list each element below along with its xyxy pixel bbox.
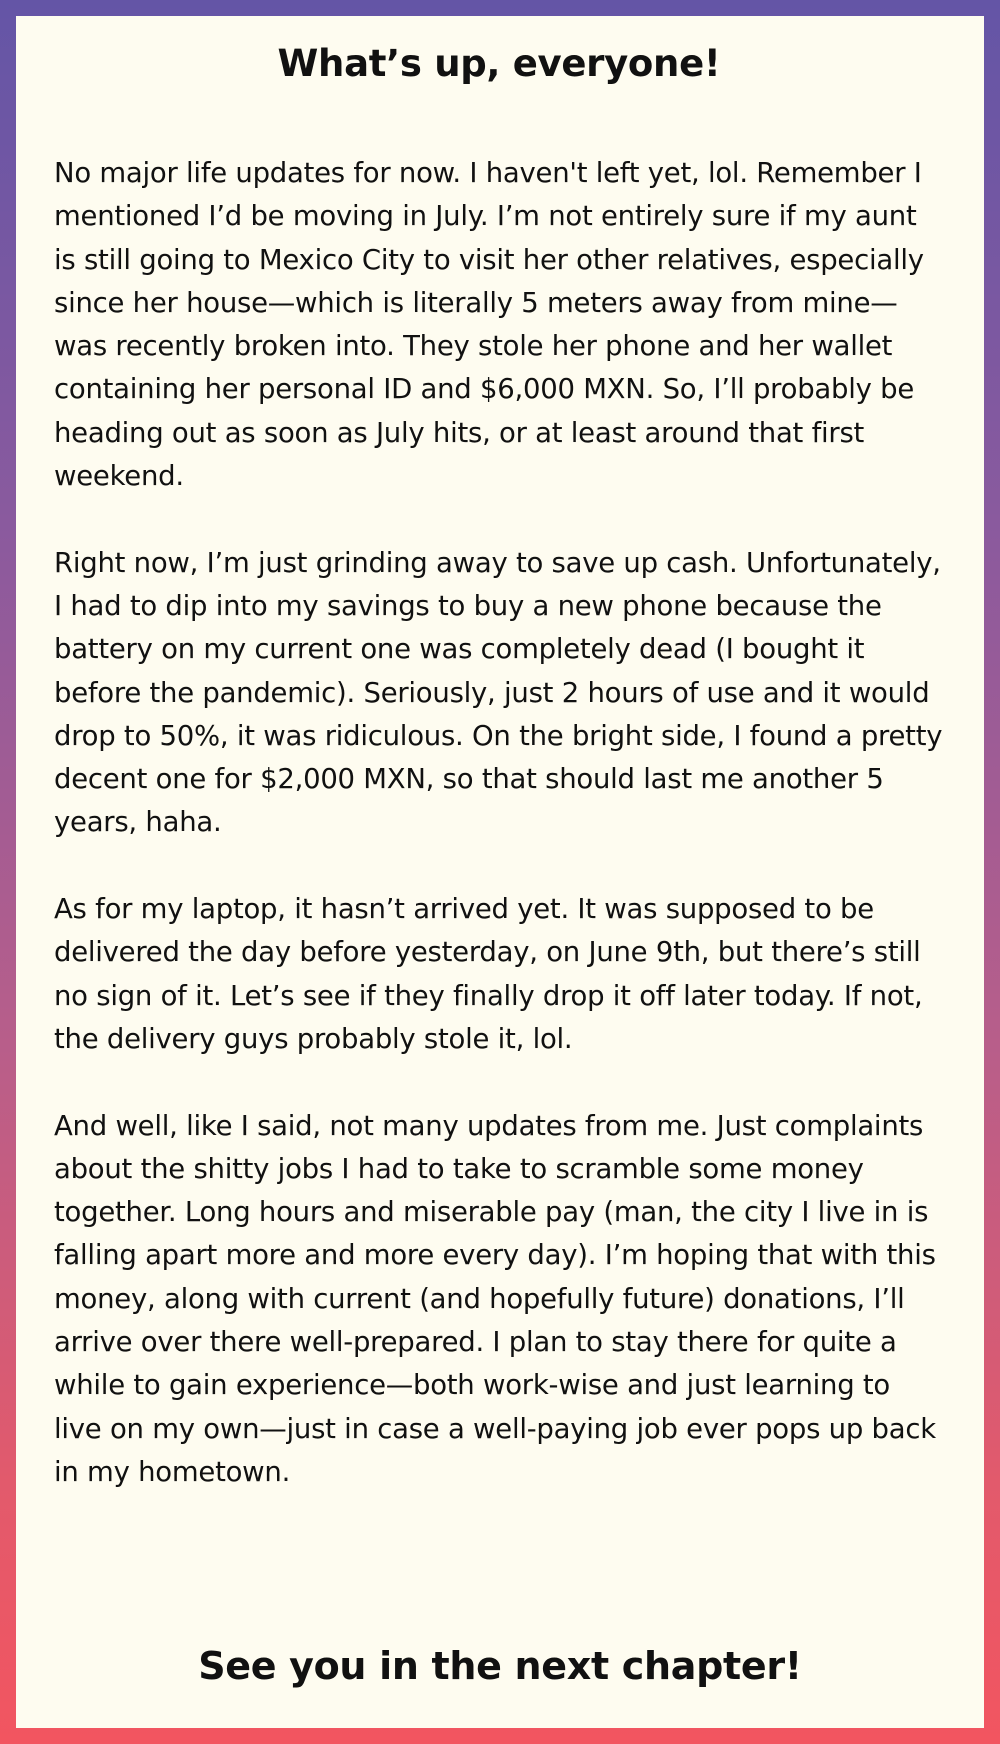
closing-line: See you in the next chapter! xyxy=(198,1644,802,1688)
paragraph-laptop-delivery: As for my laptop, it hasn’t arrived yet. It was supposed to be delivered the day before yesterday, on June 9th, but there’s still no sign of it. Let’s see if they finally drop it off later today. If not, the delivery guys probably stole it, lol. xyxy=(54,893,923,1055)
post-panel xyxy=(16,16,984,1728)
paragraph-jobs-and-plans: And well, like I said, not many updates from me. Just complaints about the shitty jobs I had to take to scramble some money together. Long hours and miserable pay (man, the city I live in is falling apart more and more every day). I’m hoping that with this money, along with current (and hopefully future) donations, I’ll arrive over there well-prepared. I plan to stay there for quite a while to gain experience—both work-wise and just learning to live on my own—just in case a well-paying job ever pops up back in my hometown. xyxy=(54,1109,936,1488)
paragraph-moving-update: No major life updates for now. I haven't left yet, lol. Remember I mentioned I’d be moving in July. I’m not entirely sure if my aunt is still going to Mexico City to visit her other relatives, especially since her house—which is literally 5 meters away from mine—was recently broken into. They stole her phone and her wallet containing her personal ID and $6,000 MXN. So, I’ll probably be heading out as soon as July hits, or at least around that first weekend. xyxy=(54,157,924,493)
paragraph-saving-money: Right now, I’m just grinding away to save up cash. Unfortunately, I had to dip into my savings to buy a new phone because the battery on my current one was completely dead (I bought it before the pandemic). Seriously, just 2 hours of use and it would drop to 50%, it was ridiculous. On the bright side, I found a pretty decent one for $2,000 MXN, so that should last me another 5 years, haha. xyxy=(54,546,943,839)
post-body xyxy=(54,152,944,1494)
post-title: What’s up, everyone! xyxy=(277,42,721,85)
